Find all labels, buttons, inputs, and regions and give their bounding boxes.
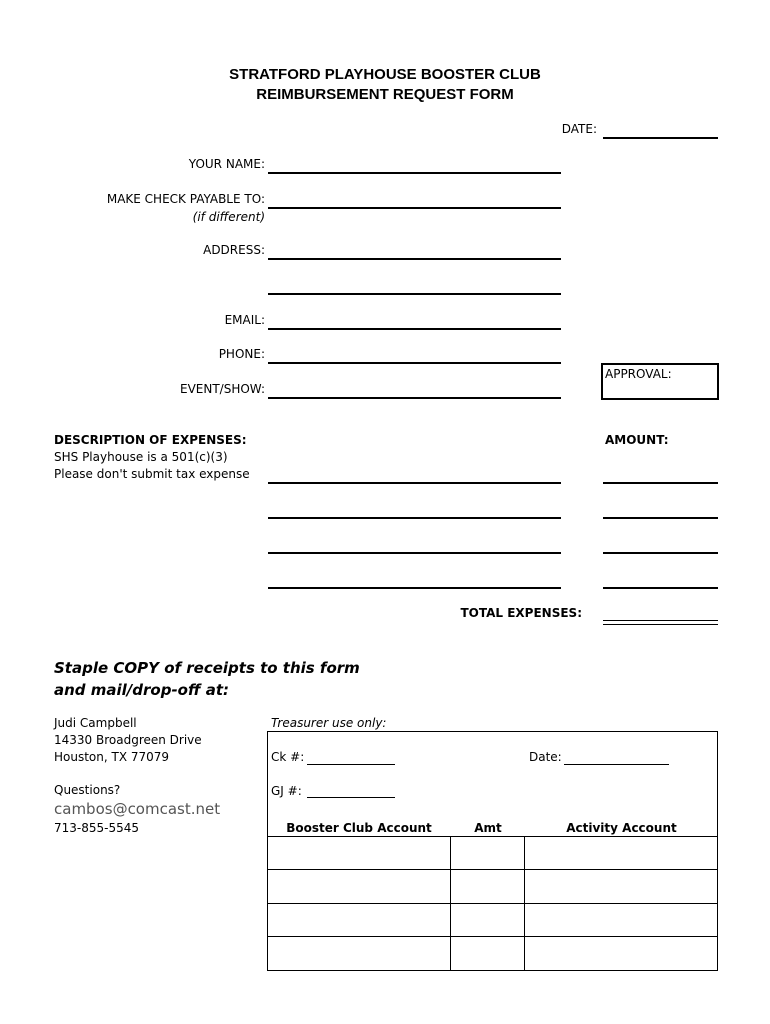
questions-label: Questions? [54,783,121,797]
approval-label: APPROVAL: [605,367,672,381]
expense-amount-field[interactable] [603,517,718,519]
expense-description-field[interactable] [268,482,561,484]
your-name-field[interactable] [268,172,561,174]
activity-account-cell[interactable] [525,837,718,870]
check-number-label: Ck #: [271,750,305,764]
check-payable-label: MAKE CHECK PAYABLE TO: [106,192,265,206]
staple-instruction-line1: Staple COPY of receipts to this form [54,659,360,677]
approval-box[interactable] [601,363,719,400]
check-payable-field[interactable] [268,207,561,209]
amt-cell[interactable] [450,870,525,904]
contact-city: Houston, TX 77079 [54,750,170,764]
tax-note-line2: Please don't submit tax expense [54,467,250,481]
treasurer-date-field[interactable] [564,764,669,765]
table-row [268,904,718,937]
activity-account-cell[interactable] [525,870,718,904]
event-show-label: EVENT/SHOW: [179,382,265,396]
gj-number-label: GJ #: [271,784,302,798]
address-field-line2[interactable] [268,293,561,295]
expense-amount-field[interactable] [603,587,718,589]
booster-club-account-cell[interactable] [268,837,451,870]
check-payable-note: (if different) [192,210,265,224]
phone-field[interactable] [268,362,561,364]
amount-heading: AMOUNT: [605,433,669,447]
account-table [267,836,718,971]
form-title-line1: STRATFORD PLAYHOUSE BOOSTER CLUB [229,66,541,83]
event-show-field[interactable] [268,397,561,399]
tax-note-line1: SHS Playhouse is a 501(c)(3) [54,450,228,464]
table-row [268,870,718,904]
expense-description-field[interactable] [268,552,561,554]
form-title-line2: REIMBURSEMENT REQUEST FORM [256,86,514,103]
phone-label: PHONE: [218,347,265,361]
check-number-field[interactable] [307,764,395,765]
activity-account-cell[interactable] [525,937,718,971]
amt-cell[interactable] [450,937,525,971]
staple-instruction-line2: and mail/drop-off at: [54,681,229,699]
contact-phone: 713-855-5545 [54,821,140,835]
table-row [268,837,718,870]
expense-description-field[interactable] [268,587,561,589]
address-label: ADDRESS: [203,243,265,257]
total-expenses-field[interactable] [603,620,718,625]
expense-description-field[interactable] [268,517,561,519]
booster-club-account-cell[interactable] [268,937,451,971]
expense-amount-field[interactable] [603,552,718,554]
booster-club-account-header: Booster Club Account [286,821,432,835]
amt-header: Amt [474,821,502,835]
gj-number-field[interactable] [307,797,395,798]
table-row [268,937,718,971]
contact-street: 14330 Broadgreen Drive [54,733,202,747]
total-expenses-label: TOTAL EXPENSES: [460,606,582,620]
email-field[interactable] [268,328,561,330]
booster-club-account-cell[interactable] [268,870,451,904]
email-label: EMAIL: [224,313,265,327]
expense-amount-field[interactable] [603,482,718,484]
amt-cell[interactable] [450,904,525,937]
activity-account-cell[interactable] [525,904,718,937]
treasurer-heading: Treasurer use only: [271,716,387,730]
contact-name: Judi Campbell [54,716,137,730]
address-field-line1[interactable] [268,258,561,260]
amt-cell[interactable] [450,837,525,870]
booster-club-account-cell[interactable] [268,904,451,937]
your-name-label: YOUR NAME: [188,157,265,171]
description-heading: DESCRIPTION OF EXPENSES: [54,433,247,447]
activity-account-header: Activity Account [566,821,677,835]
contact-email-link[interactable]: cambos@comcast.net [54,800,221,818]
date-field[interactable] [603,137,718,139]
date-label: DATE: [561,122,597,136]
treasurer-date-label: Date: [529,750,562,764]
